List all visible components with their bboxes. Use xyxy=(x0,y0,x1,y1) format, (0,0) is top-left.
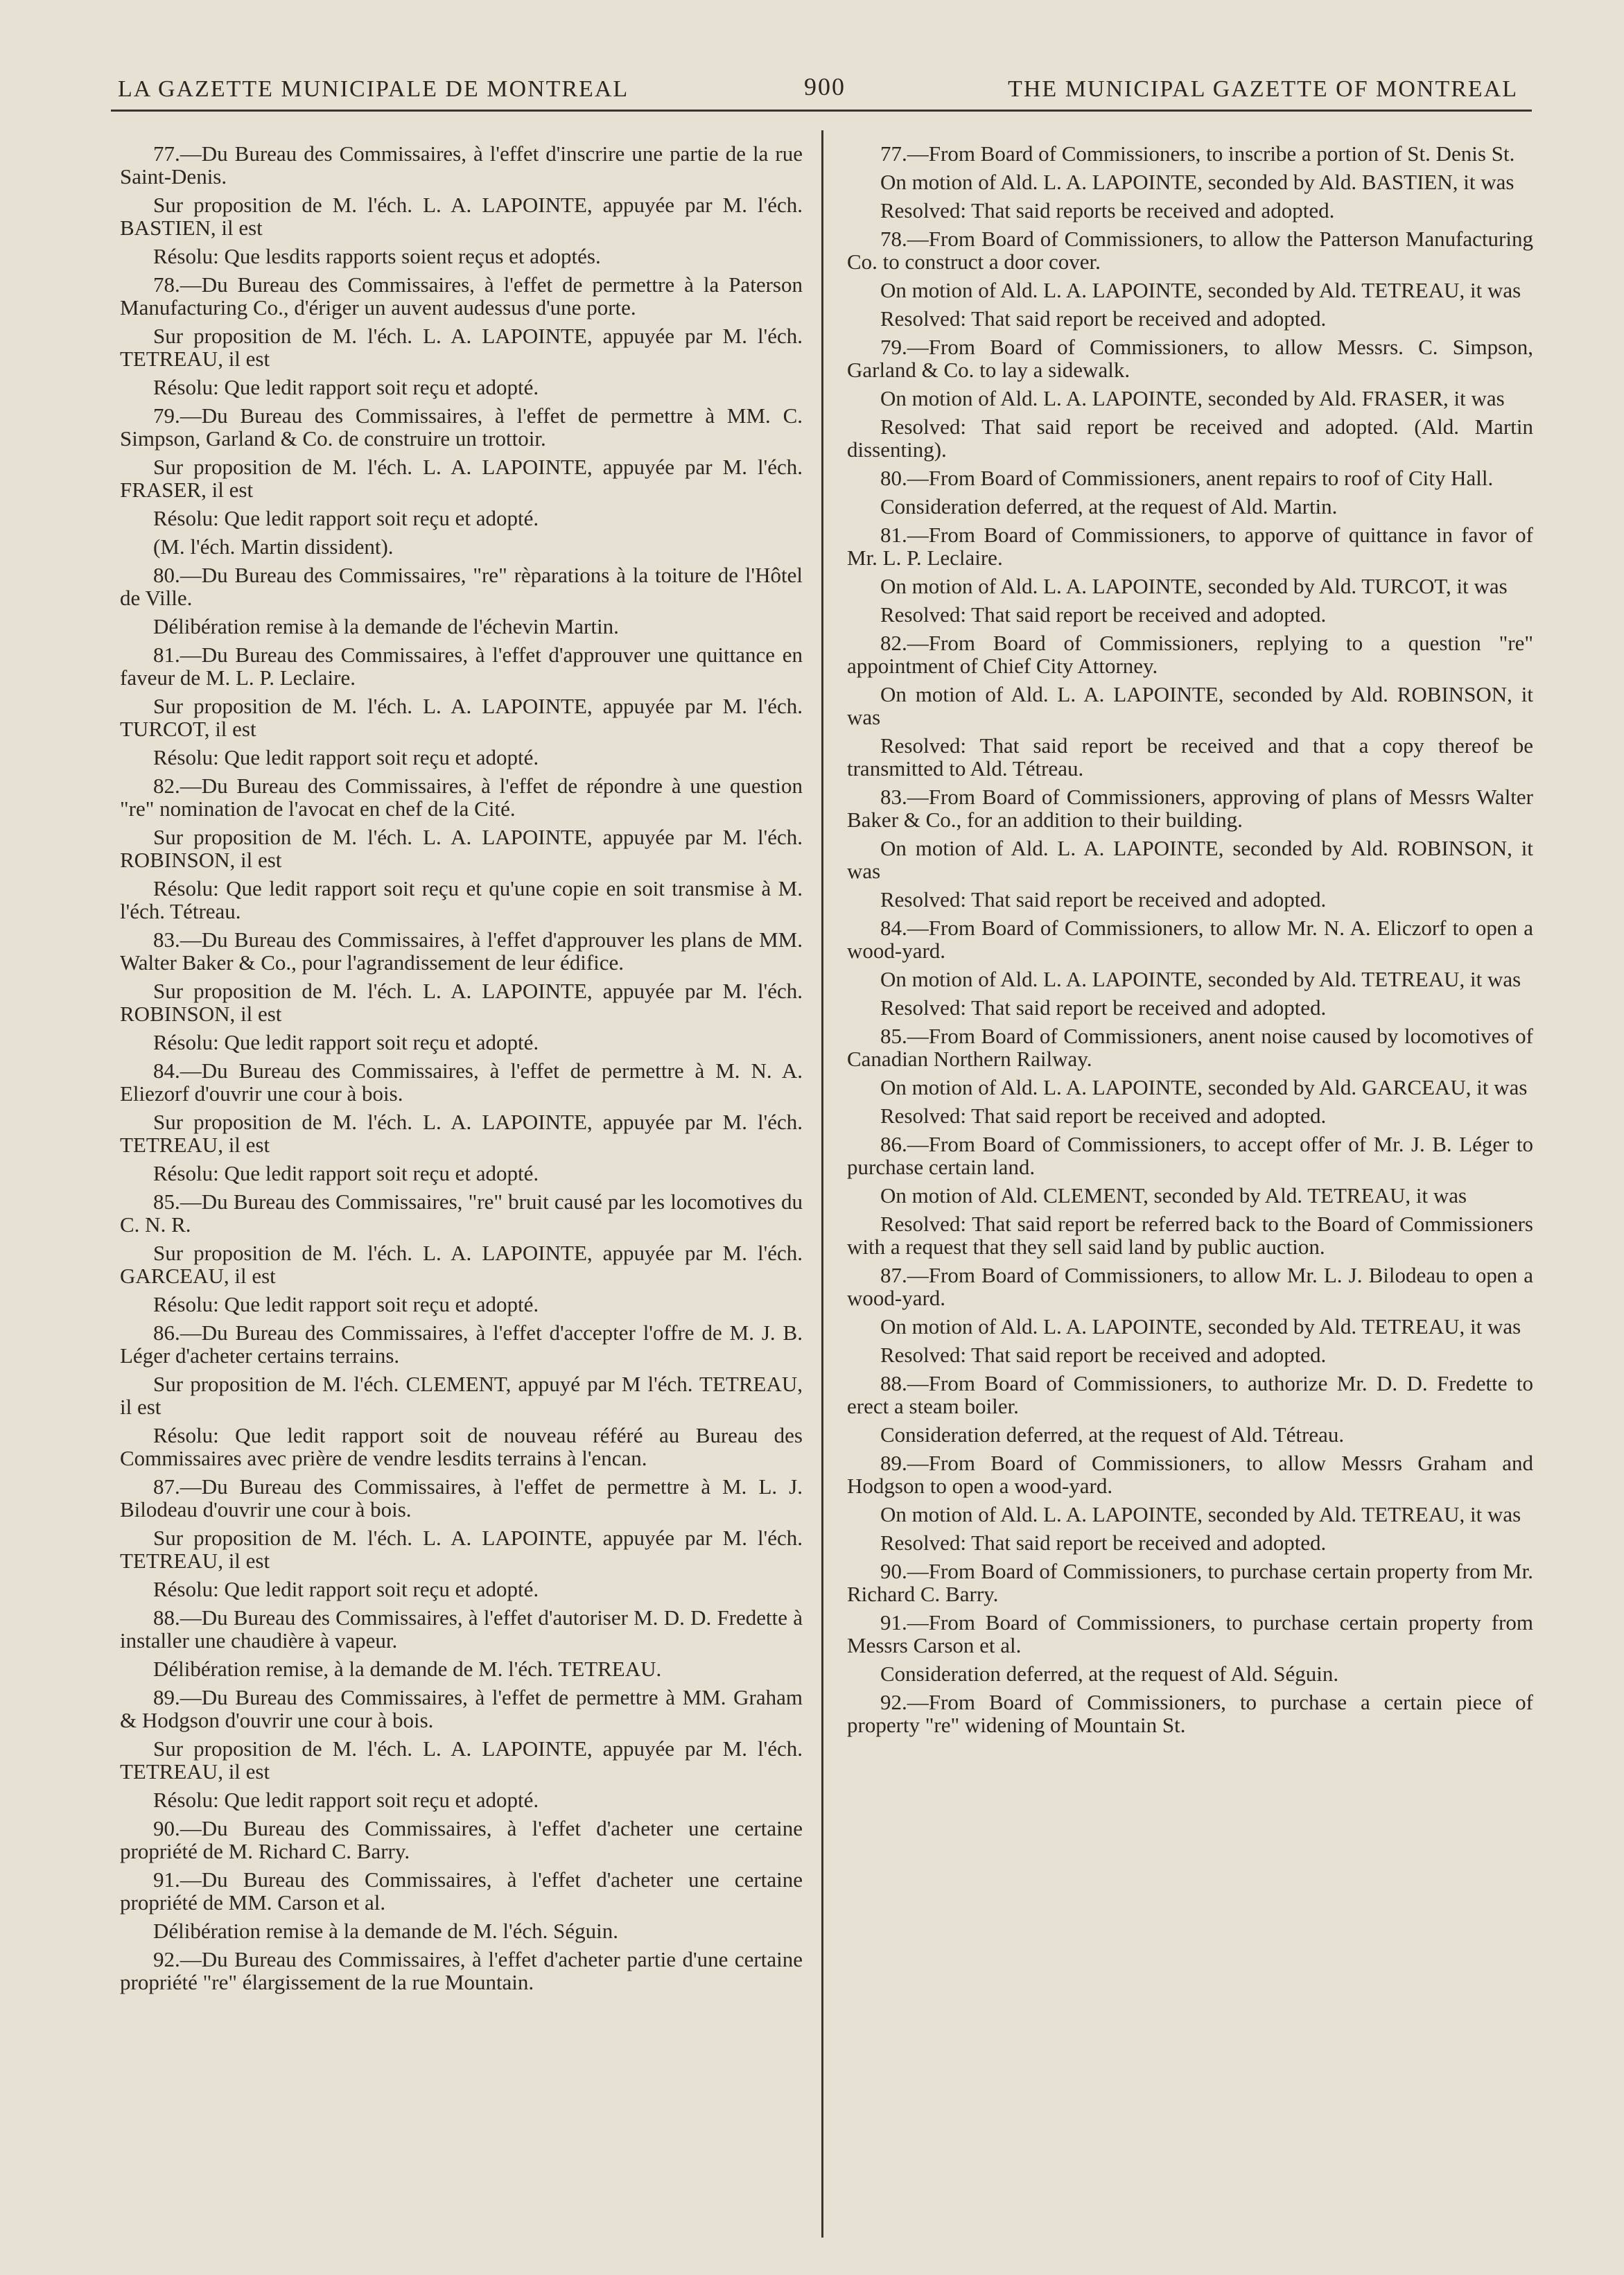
english-paragraph: Resolved: That said report be received and adopted. xyxy=(880,602,1327,627)
english-paragraph: 78.—From Board of Commissioners, to allow the Patterson Manufacturing Co. to construct a door cover. xyxy=(847,227,1533,274)
french-paragraph: 83.—Du Bureau des Commissaires, à l'effet d'approuver les plans de MM. Walter Baker & Co., pour l'agrandissement de leur édifice. xyxy=(120,927,803,975)
english-paragraph: 85.—From Board of Commissioners, anent noise caused by locomotives of Canadian Northern Railway. xyxy=(847,1024,1533,1071)
english-paragraph: Resolved: That said report be received and adopted. xyxy=(880,1531,1327,1555)
english-paragraph: Consideration deferred, at the request of Ald. Séguin. xyxy=(880,1662,1339,1686)
french-paragraph: Sur proposition de M. l'éch. L. A. LAPOINTE, appuyée par M. l'éch. ROBINSON, il est xyxy=(120,825,803,872)
english-paragraph: 79.—From Board of Commissioners, to allow Messrs. C. Simpson, Garland & Co. to lay a sidewalk. xyxy=(847,335,1533,382)
french-paragraph: 90.—Du Bureau des Commissaires, à l'effet d'acheter une certaine propriété de M. Richard C. Barry. xyxy=(120,1816,803,1863)
french-paragraph: Résolu: Que ledit rapport soit reçu et adopté. xyxy=(153,1292,539,1316)
english-paragraph: 92.—From Board of Commissioners, to purchase a certain piece of property "re" widening of Mountain St. xyxy=(847,1690,1533,1737)
french-paragraph: 82.—Du Bureau des Commissaires, à l'effet de répondre à une question "re" nomination de l'avocat en chef de la Cité. xyxy=(120,774,803,821)
english-paragraph: Resolved: That said report be received and adopted. xyxy=(880,1343,1327,1367)
french-paragraph: (M. l'éch. Martin dissident). xyxy=(153,534,394,559)
english-paragraph: Resolved: That said reports be received and adopted. xyxy=(880,198,1335,223)
french-paragraph: Sur proposition de M. l'éch. L. A. LAPOINTE, appuyée par M. l'éch. GARCEAU, il est xyxy=(120,1241,803,1288)
french-paragraph: 85.—Du Bureau des Commissaires, "re" bruit causé par les locomotives du C. N. R. xyxy=(120,1189,803,1237)
french-paragraph: 86.—Du Bureau des Commissaires, à l'effet d'accepter l'offre de M. J. B. Léger d'acheter certains terrains. xyxy=(120,1320,803,1368)
french-paragraph: 91.—Du Bureau des Commissaires, à l'effet d'acheter une certaine propriété de MM. Carson et al. xyxy=(120,1867,803,1915)
english-paragraph: On motion of Ald. L. A. LAPOINTE, seconded by Ald. TETREAU, it was xyxy=(880,967,1521,991)
header-title-french: LA GAZETTE MUNICIPALE DE MONTREAL xyxy=(118,76,629,102)
english-paragraph: Resolved: That said report be referred back to the Board of Commissioners with a request that they sell said land by public auction. xyxy=(847,1212,1533,1259)
english-paragraph: On motion of Ald. L. A. LAPOINTE, seconded by Ald. TURCOT, it was xyxy=(880,574,1508,598)
french-paragraph: 84.—Du Bureau des Commissaires, à l'effet de permettre à M. N. A. Eliezorf d'ouvrir une cour à bois. xyxy=(120,1058,803,1106)
english-paragraph: On motion of Ald. L. A. LAPOINTE, seconded by Ald. FRASER, it was xyxy=(880,386,1505,410)
french-paragraph: 89.—Du Bureau des Commissaires, à l'effet de permettre à MM. Graham & Hodgson d'ouvrir une cour à bois. xyxy=(120,1685,803,1732)
english-paragraph: On motion of Ald. L. A. LAPOINTE, seconded by Ald. ROBINSON, it was xyxy=(847,836,1533,883)
english-paragraph: 88.—From Board of Commissioners, to authorize Mr. D. D. Fredette to erect a steam boiler. xyxy=(847,1371,1533,1418)
french-paragraph: Résolu: Que ledit rapport soit reçu et qu'une copie en soit transmise à M. l'éch. Tétreau. xyxy=(120,876,803,923)
french-paragraph: Résolu: Que ledit rapport soit reçu et adopté. xyxy=(153,1030,539,1054)
french-paragraph: 77.—Du Bureau des Commissaires, à l'effet d'inscrire une partie de la rue Saint-Denis. xyxy=(120,141,803,189)
french-paragraph: Sur proposition de M. l'éch. L. A. LAPOINTE, appuyée par M. l'éch. TETREAU, il est xyxy=(120,1110,803,1157)
english-paragraph: On motion of Ald. L. A. LAPOINTE, seconded by Ald. TETREAU, it was xyxy=(880,1502,1521,1526)
english-paragraph: 80.—From Board of Commissioners, anent repairs to roof of City Hall. xyxy=(880,466,1494,490)
french-paragraph: 78.—Du Bureau des Commissaires, à l'effet de permettre à la Paterson Manufacturing Co., d'ériger un auvent audessus d'une porte. xyxy=(120,272,803,320)
french-paragraph: Sur proposition de M. l'éch. L. A. LAPOINTE, appuyée par M. l'éch. TETREAU, il est xyxy=(120,1736,803,1784)
english-paragraph: Consideration deferred, at the request of Ald. Tétreau. xyxy=(880,1422,1345,1447)
french-paragraph: 81.—Du Bureau des Commissaires, à l'effet d'approuver une quittance en faveur de M. L. P. Leclaire. xyxy=(120,643,803,690)
french-paragraph: Sur proposition de M. l'éch. CLEMENT, appuyé par M l'éch. TETREAU, il est xyxy=(120,1372,803,1419)
page-number: 900 xyxy=(804,73,846,101)
english-paragraph: Consideration deferred, at the request of Ald. Martin. xyxy=(880,494,1338,518)
french-paragraph: Sur proposition de M. l'éch. L. A. LAPOINTE, appuyée par M. l'éch. ROBINSON, il est xyxy=(120,979,803,1026)
header-rule xyxy=(111,110,1532,112)
french-paragraph: Sur proposition de M. l'éch. L. A. LAPOINTE, appuyée par M. l'éch. TETREAU, il est xyxy=(120,324,803,371)
english-paragraph: 89.—From Board of Commissioners, to allow Messrs Graham and Hodgson to open a wood-yard. xyxy=(847,1451,1533,1498)
french-paragraph: 80.—Du Bureau des Commissaires, "re" rèparations à la toiture de l'Hôtel de Ville. xyxy=(120,563,803,610)
english-paragraph: 81.—From Board of Commissioners, to apporve of quittance in favor of Mr. L. P. Leclaire. xyxy=(847,523,1533,570)
french-paragraph: Résolu: Que ledit rapport soit de nouveau référé au Bureau des Commissaires avec prière de vendre lesdits terrains à l'encan. xyxy=(120,1423,803,1470)
french-paragraph: Résolu: Que lesdits rapports soient reçus et adoptés. xyxy=(153,244,601,268)
french-paragraph: 87.—Du Bureau des Commissaires, à l'effet de permettre à M. L. J. Bilodeau d'ouvrir une cour à bois. xyxy=(120,1474,803,1522)
french-paragraph: Sur proposition de M. l'éch. L. A. LAPOINTE, appuyée par M. l'éch. TURCOT, il est xyxy=(120,694,803,741)
english-paragraph: Resolved: That said report be received and adopted. xyxy=(880,1104,1327,1128)
french-paragraph: Sur proposition de M. l'éch. L. A. LAPOINTE, appuyée par M. l'éch. TETREAU, il est xyxy=(120,1526,803,1573)
french-column xyxy=(120,142,803,1999)
french-paragraph: 79.—Du Bureau des Commissaires, à l'effet de permettre à MM. C. Simpson, Garland & Co. de construire un trottoir. xyxy=(120,403,803,451)
french-paragraph: Sur proposition de M. l'éch. L. A. LAPOINTE, appuyée par M. l'éch. BASTIEN, il est xyxy=(120,193,803,240)
english-column xyxy=(847,142,1533,1742)
french-paragraph: Résolu: Que ledit rapport soit reçu et adopté. xyxy=(153,506,539,530)
english-paragraph: On motion of Ald. L. A. LAPOINTE, seconded by Ald. ROBINSON, it was xyxy=(847,682,1533,729)
french-paragraph: Résolu: Que ledit rapport soit reçu et adopté. xyxy=(153,375,539,399)
english-paragraph: 77.—From Board of Commissioners, to inscribe a portion of St. Denis St. xyxy=(880,141,1515,166)
header-title-english: THE MUNICIPAL GAZETTE OF MONTREAL xyxy=(1008,76,1518,102)
english-paragraph: 83.—From Board of Commissioners, approving of plans of Messrs Walter Baker & Co., for an addition to their building. xyxy=(847,785,1533,832)
french-paragraph: Sur proposition de M. l'éch. L. A. LAPOINTE, appuyée par M. l'éch. FRASER, il est xyxy=(120,455,803,502)
english-paragraph: Resolved: That said report be received and adopted. xyxy=(880,306,1327,331)
english-paragraph: On motion of Ald. L. A. LAPOINTE, seconded by Ald. TETREAU, it was xyxy=(880,1314,1521,1339)
french-paragraph: Résolu: Que ledit rapport soit reçu et adopté. xyxy=(153,745,539,769)
english-paragraph: Resolved: That said report be received and adopted. (Ald. Martin dissenting). xyxy=(847,415,1533,462)
english-paragraph: On motion of Ald. L. A. LAPOINTE, seconded by Ald. BASTIEN, it was xyxy=(880,170,1514,194)
english-paragraph: Resolved: That said report be received and adopted. xyxy=(880,887,1327,912)
french-paragraph: Résolu: Que ledit rapport soit reçu et adopté. xyxy=(153,1788,539,1812)
french-paragraph: Délibération remise à la demande de M. l'éch. Séguin. xyxy=(153,1919,618,1943)
english-paragraph: 86.—From Board of Commissioners, to accept offer of Mr. J. B. Léger to purchase certain land. xyxy=(847,1132,1533,1179)
french-paragraph: Délibération remise, à la demande de M. l'éch. TETREAU. xyxy=(153,1657,662,1681)
french-paragraph: 92.—Du Bureau des Commissaires, à l'effet d'acheter partie d'une certaine propriété "re" élargissement de la rue Mountain. xyxy=(120,1947,803,1994)
column-divider xyxy=(821,130,823,2238)
english-paragraph: 82.—From Board of Commissioners, replying to a question "re" appointment of Chief City Attorney. xyxy=(847,631,1533,678)
english-paragraph: 90.—From Board of Commissioners, to purchase certain property from Mr. Richard C. Barry. xyxy=(847,1559,1533,1606)
english-paragraph: On motion of Ald. CLEMENT, seconded by Ald. TETREAU, it was xyxy=(880,1183,1467,1208)
page-header xyxy=(111,69,1518,111)
french-paragraph: 88.—Du Bureau des Commissaires, à l'effet d'autoriser M. D. D. Fredette à installer une chaudière à vapeur. xyxy=(120,1605,803,1653)
french-paragraph: Résolu: Que ledit rapport soit reçu et adopté. xyxy=(153,1161,539,1185)
english-paragraph: Resolved: That said report be received and adopted. xyxy=(880,995,1327,1020)
english-paragraph: 87.—From Board of Commissioners, to allow Mr. L. J. Bilodeau to open a wood-yard. xyxy=(847,1263,1533,1310)
english-paragraph: 84.—From Board of Commissioners, to allow Mr. N. A. Eliczorf to open a wood-yard. xyxy=(847,916,1533,963)
english-paragraph: On motion of Ald. L. A. LAPOINTE, seconded by Ald. TETREAU, it was xyxy=(880,278,1521,302)
english-paragraph: Resolved: That said report be received and that a copy thereof be transmitted to Ald. Tétreau. xyxy=(847,733,1533,781)
french-paragraph: Délibération remise à la demande de l'échevin Martin. xyxy=(153,614,619,638)
english-paragraph: On motion of Ald. L. A. LAPOINTE, seconded by Ald. GARCEAU, it was xyxy=(880,1075,1528,1099)
english-paragraph: 91.—From Board of Commissioners, to purchase certain property from Messrs Carson et al. xyxy=(847,1610,1533,1657)
french-paragraph: Résolu: Que ledit rapport soit reçu et adopté. xyxy=(153,1577,539,1601)
